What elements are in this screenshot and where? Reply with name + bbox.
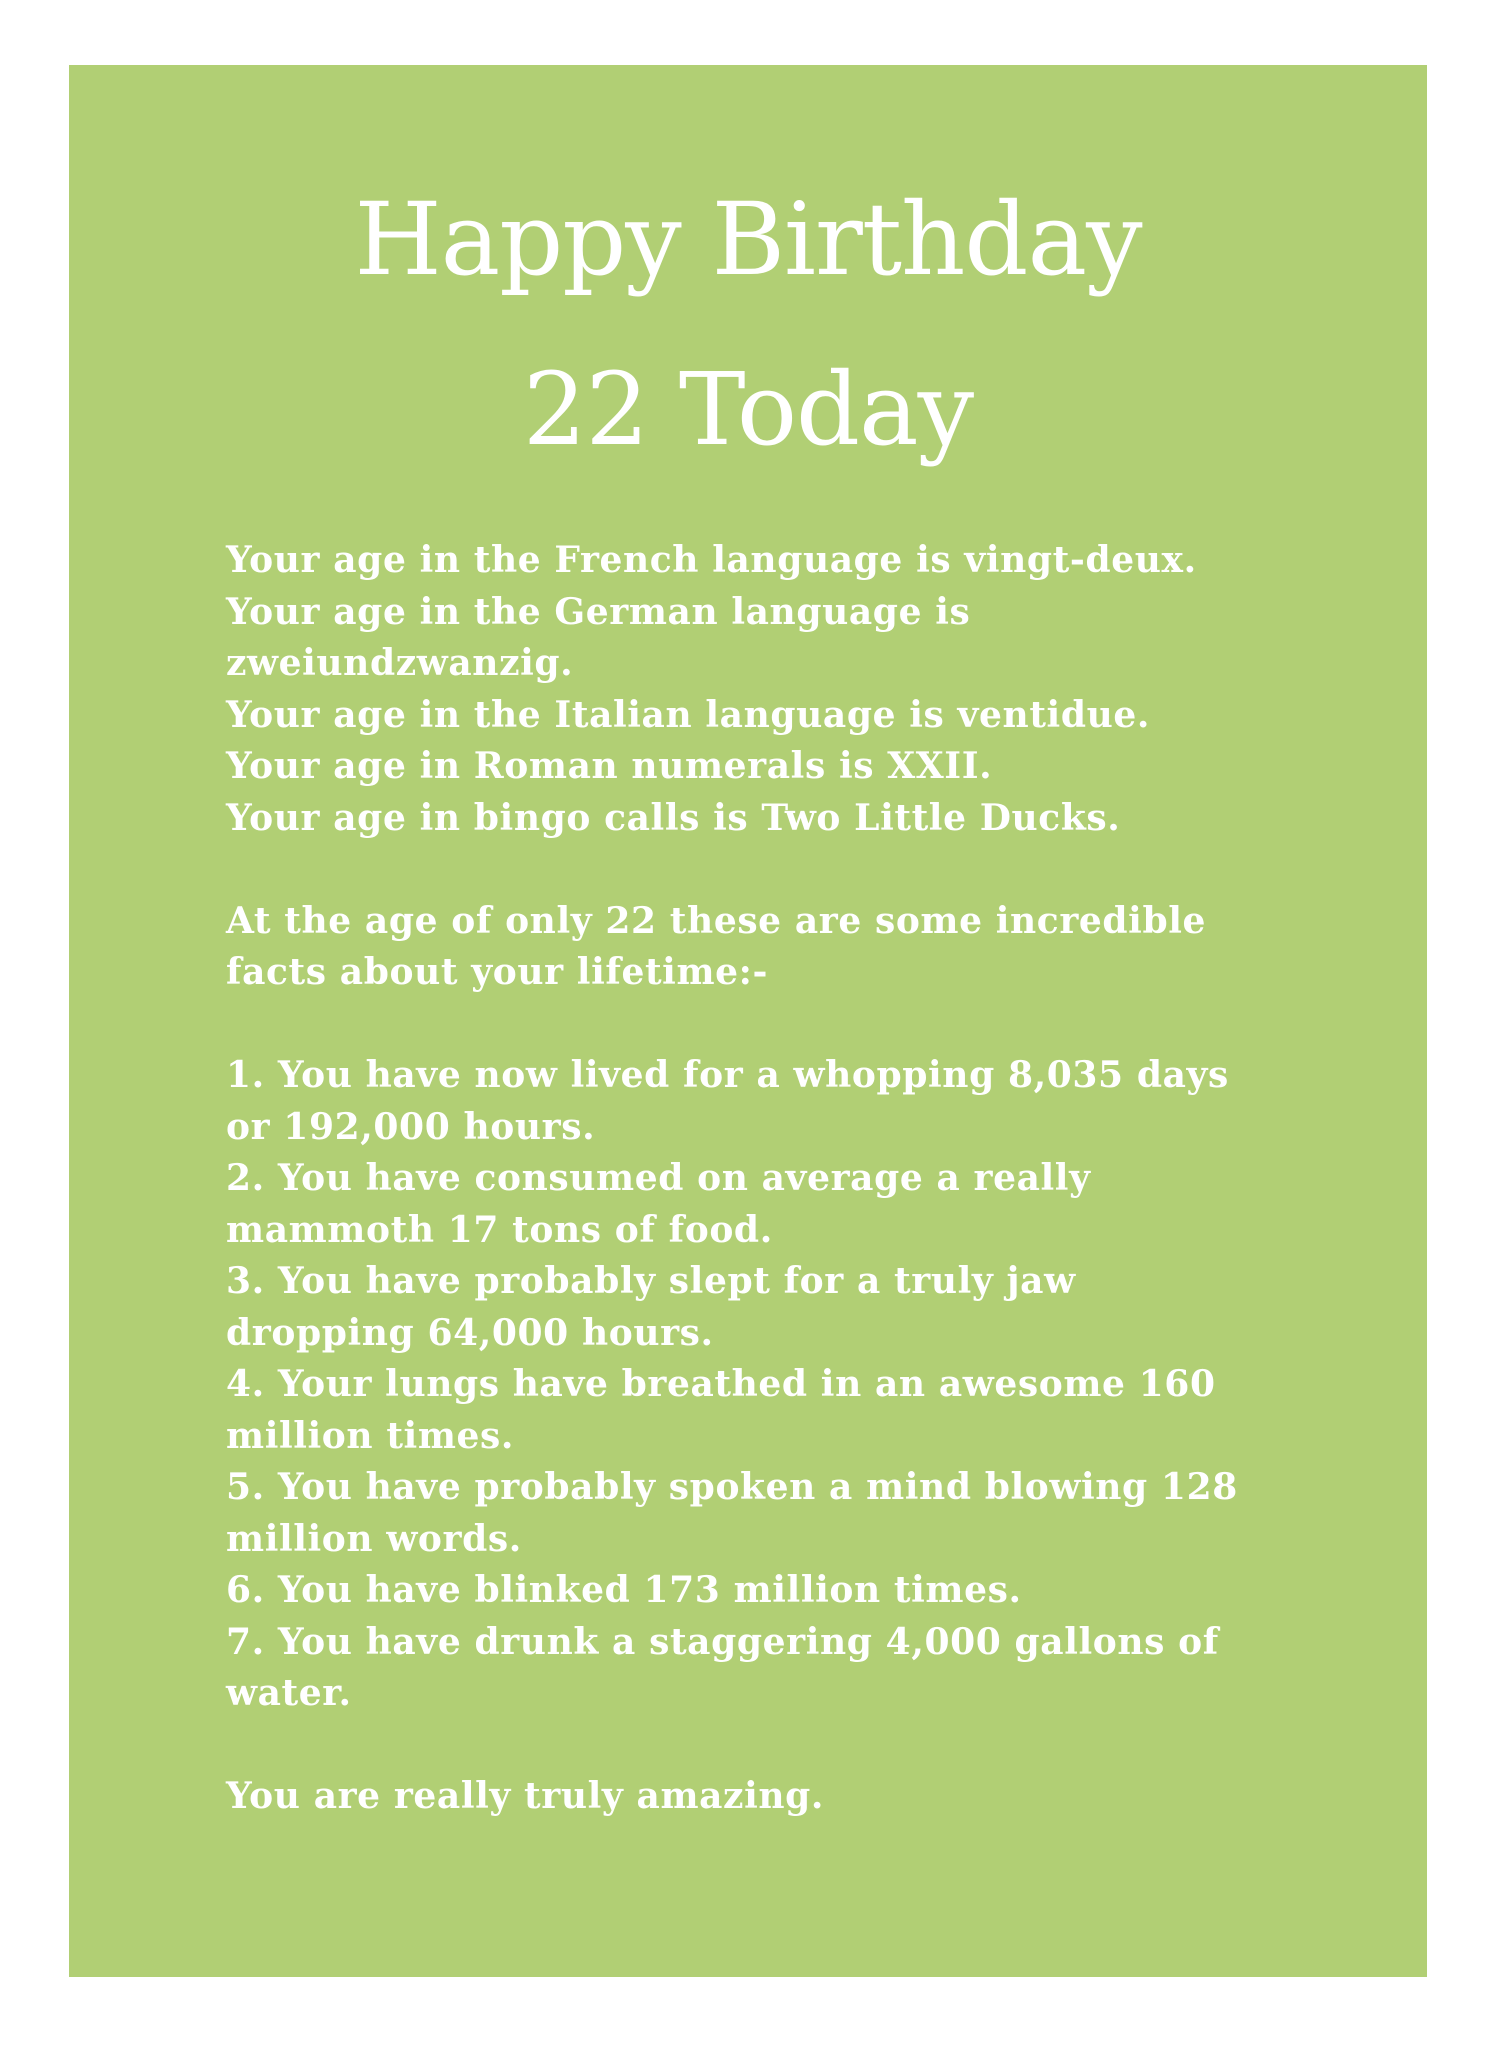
intro-line: Your age in the Italian language is ventidue. xyxy=(226,693,1151,736)
fact-line: 3. You have probably slept for a truly jaw xyxy=(226,1260,1076,1302)
intro-line: Your age in Roman numerals is XXII. xyxy=(226,745,993,787)
intro-line: zweiundzwanzig. xyxy=(226,642,574,684)
facts-intro-line: At the age of only 22 these are some incredible xyxy=(226,899,1207,942)
facts-intro-line: facts about your lifetime:- xyxy=(226,951,769,993)
fact-line: 2. You have consumed on average a really xyxy=(226,1157,1091,1199)
fact-line: or 192,000 hours. xyxy=(226,1105,596,1148)
fact-line: million times. xyxy=(226,1414,515,1457)
fact-line: 7. You have drunk a staggering 4,000 gallons of xyxy=(226,1620,1219,1663)
title-line: Happy Birthday xyxy=(354,181,1142,298)
fact-line: water. xyxy=(226,1672,352,1714)
paragraph-spacer xyxy=(226,1720,1376,1772)
title-line: 22 Today xyxy=(522,351,974,468)
paragraph-spacer xyxy=(226,999,1376,1051)
paragraph-spacer xyxy=(226,844,1376,896)
closing-line: You are really truly amazing. xyxy=(226,1775,825,1817)
fact-line: 6. You have blinked 173 million times. xyxy=(226,1569,1022,1611)
fact-line: million words. xyxy=(226,1517,522,1560)
fact-line: dropping 64,000 hours. xyxy=(226,1311,714,1354)
birthday-card xyxy=(69,65,1427,1977)
fact-line: 1. You have now lived for a whopping 8,035 days xyxy=(226,1054,1229,1096)
card-title xyxy=(69,155,1427,495)
card-message xyxy=(226,535,1376,1823)
intro-line: Your age in bingo calls is Two Little Ducks. xyxy=(226,796,1121,839)
fact-line: mammoth 17 tons of food. xyxy=(226,1208,773,1251)
fact-line: 4. Your lungs have breathed in an awesome 160 xyxy=(226,1363,1216,1405)
fact-line: 5. You have probably spoken a mind blowing 128 xyxy=(226,1466,1238,1508)
intro-line: Your age in the French language is vingt-deux. xyxy=(226,539,1197,581)
intro-line: Your age in the German language is xyxy=(226,590,971,633)
